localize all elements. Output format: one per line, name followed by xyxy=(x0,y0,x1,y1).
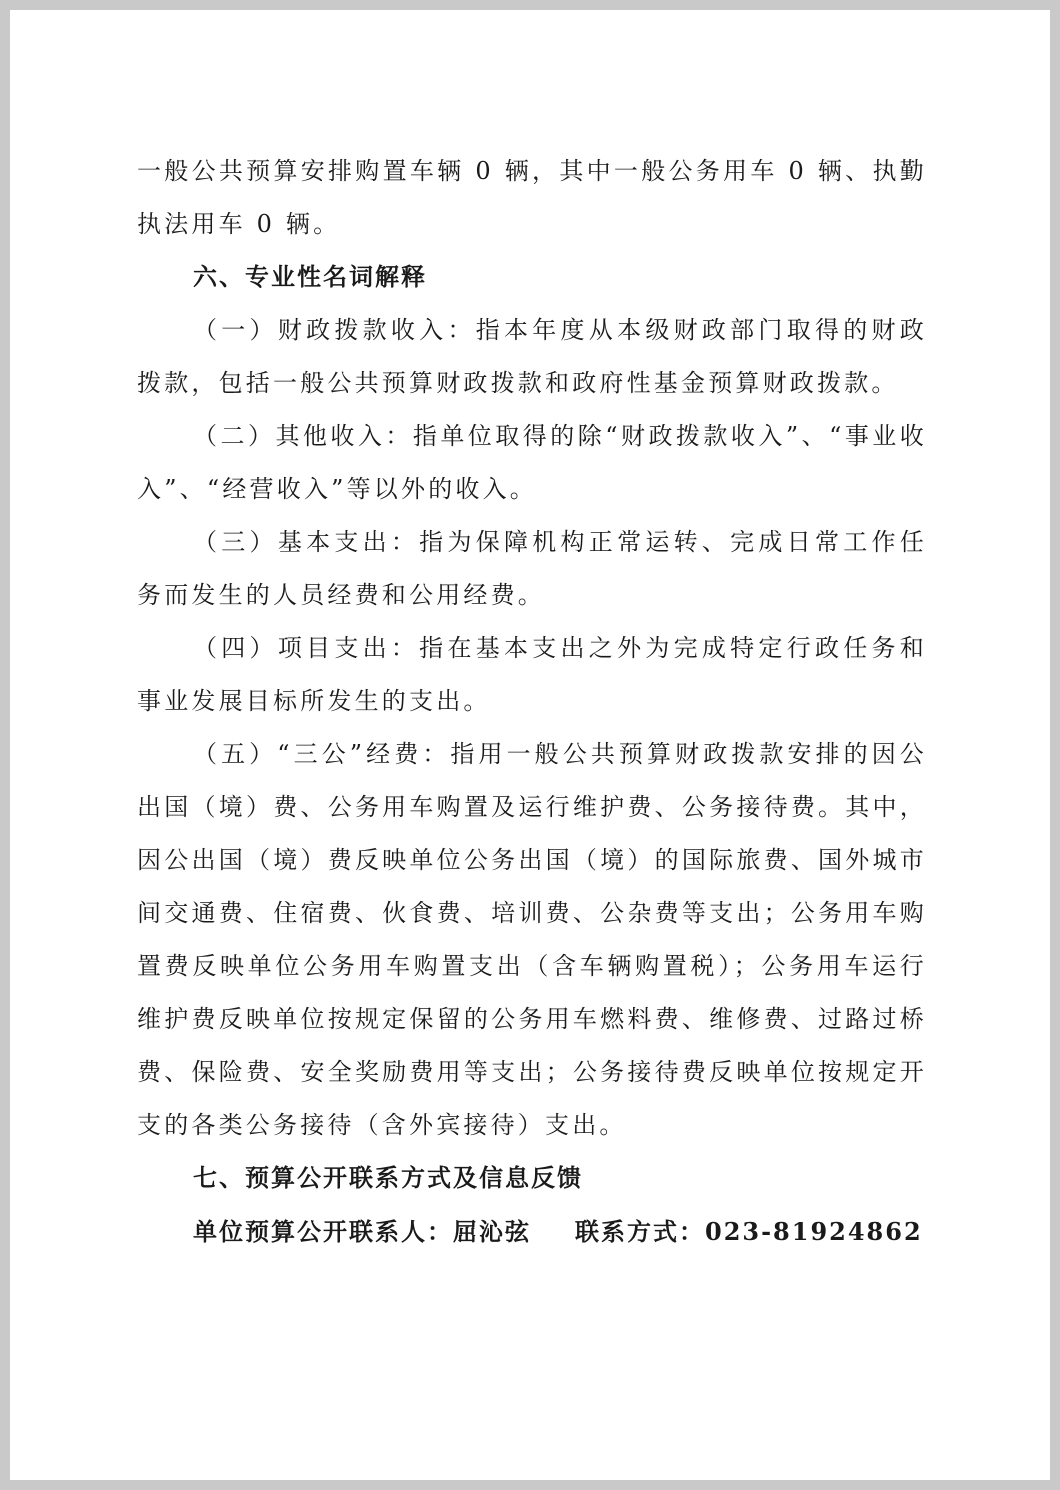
term-three-public-expenses: （五）“三公”经费：指用一般公共预算财政拨款安排的因公出国（境）费、公务用车购置及运行维护费、公务接待费。其中，因公出国（境）费反映单位公务出国（境）的国际旅费、国外城市间交通费、住宿费、伙食费、培训费、公杂费等支出；公务用车购置费反映单位公务用车购置支出（含车辆购置税）；公务用车运行维护费反映单位按规定保留的公务用车燃料费、维修费、过路过桥费、保险费、安全奖励费用等支出；公务接待费反映单位按规定开支的各类公务接待（含外宾接待）支出。 xyxy=(137,740,927,1139)
document-page xyxy=(10,10,1050,1480)
document-body xyxy=(137,145,927,1258)
section-heading-contact: 七、预算公开联系方式及信息反馈 xyxy=(193,1164,583,1192)
term-basic-expenditure: （三）基本支出：指为保障机构正常运转、完成日常工作任务而发生的人员经费和公用经费。 xyxy=(137,528,927,609)
term-fiscal-appropriation-income: （一）财政拨款收入：指本年度从本级财政部门取得的财政拨款，包括一般公共预算财政拨款和政府性基金预算财政拨款。 xyxy=(137,316,927,397)
term-project-expenditure: （四）项目支出：指在基本支出之外为完成特定行政任务和事业发展目标所发生的支出。 xyxy=(137,634,927,715)
contact-person: 单位预算公开联系人：屈沁弦 xyxy=(193,1217,531,1246)
section-heading-terms: 六、专业性名词解释 xyxy=(193,263,427,291)
contact-line xyxy=(137,1205,927,1258)
contact-phone: 联系方式：023-81924862 xyxy=(575,1217,923,1246)
vehicle-purchase-paragraph: 一般公共预算安排购置车辆 0 辆，其中一般公务用车 0 辆、执勤执法用车 0 辆。 xyxy=(137,157,927,238)
term-other-income: （二）其他收入：指单位取得的除“财政拨款收入”、“事业收入”、“经营收入”等以外的收入。 xyxy=(137,422,927,503)
